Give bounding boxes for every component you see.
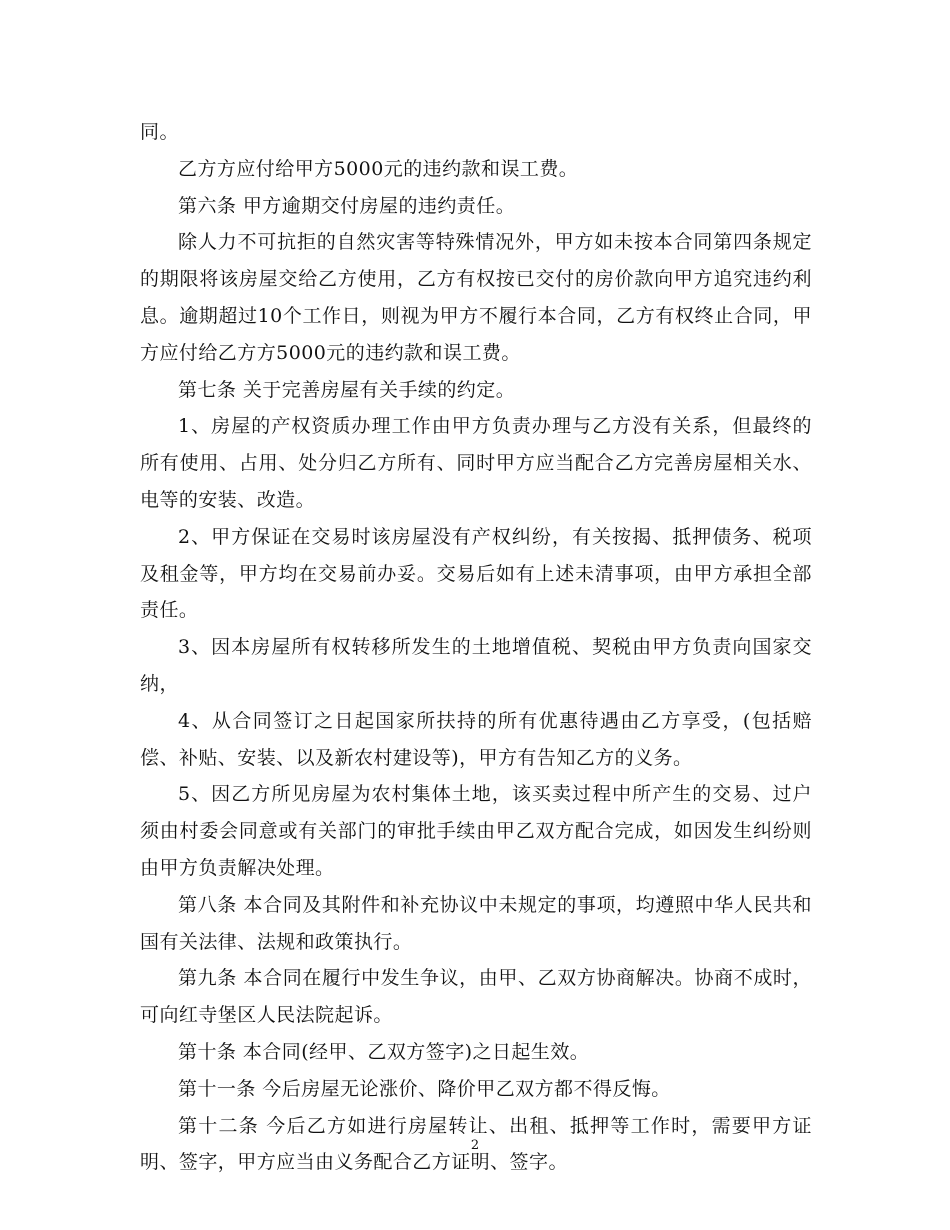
- clause-item: 1、房屋的产权资质办理工作由甲方负责办理与乙方没有关系，但最终的所有使用、占用、处分归乙方所有、同时甲方应当配合乙方完善房屋相关水、电等的安装、改造。: [140, 415, 812, 511]
- article-paragraph: 第十一条 今后房屋无论涨价、降价甲乙双方都不得反悔。: [178, 1077, 671, 1100]
- paragraph: 除人力不可抗拒的自然灾害等特殊情况外，甲方如未按本合同第四条规定的期限将该房屋交给乙方使用，乙方有权按已交付的房价款向甲方追究违约利息。逾期超过10个工作日，则视为甲方不履行本合同，乙方有权终止合同，甲方应付给乙方方5000元的违约款和误工费。: [140, 231, 812, 364]
- article-heading: 第六条 甲方逾期交付房屋的违约责任。: [178, 194, 516, 217]
- clause-item: 2、甲方保证在交易时该房屋没有产权纠纷，有关按揭、抵押债务、税项及租金等，甲方均在交易前办妥。交易后如有上述未清事项，由甲方承担全部责任。: [140, 525, 812, 622]
- paragraph: 同。: [140, 121, 179, 143]
- clause-item: 3、因本房屋所有权转移所发生的土地增值税、契税由甲方负责向国家交纳，: [140, 636, 812, 695]
- article-paragraph: 第八条 本合同及其附件和补充协议中未规定的事项，均遵照中华人民共和国有关法律、法规和政策执行。: [140, 893, 812, 953]
- page-number: 2: [470, 1138, 480, 1153]
- article-paragraph: 第十条 本合同(经甲、乙双方签字)之日起生效。: [178, 1040, 590, 1063]
- document-body: [140, 114, 812, 1181]
- article-paragraph: 第九条 本合同在履行中发生争议，由甲、乙双方协商解决。协商不成时，可向红寺堡区人民法院起诉。: [140, 967, 812, 1027]
- clause-item: 4、从合同签订之日起国家所扶持的所有优惠待遇由乙方享受，(包括赔偿、补贴、安装、以及新农村建设等)，甲方有告知乙方的义务。: [140, 709, 812, 769]
- paragraph: 乙方方应付给甲方5000元的违约款和误工费。: [178, 157, 579, 180]
- article-paragraph: 第十二条 今后乙方如进行房屋转让、出租、抵押等工作时，需要甲方证明、签字，甲方应当由义务配合乙方证明、签字。: [140, 1114, 812, 1174]
- article-heading: 第七条 关于完善房屋有关手续的约定。: [178, 378, 516, 401]
- clause-item: 5、因乙方所见房屋为农村集体土地，该买卖过程中所产生的交易、过户须由村委会同意或有关部门的审批手续由甲乙双方配合完成，如因发生纠纷则由甲方负责解决处理。: [140, 783, 812, 879]
